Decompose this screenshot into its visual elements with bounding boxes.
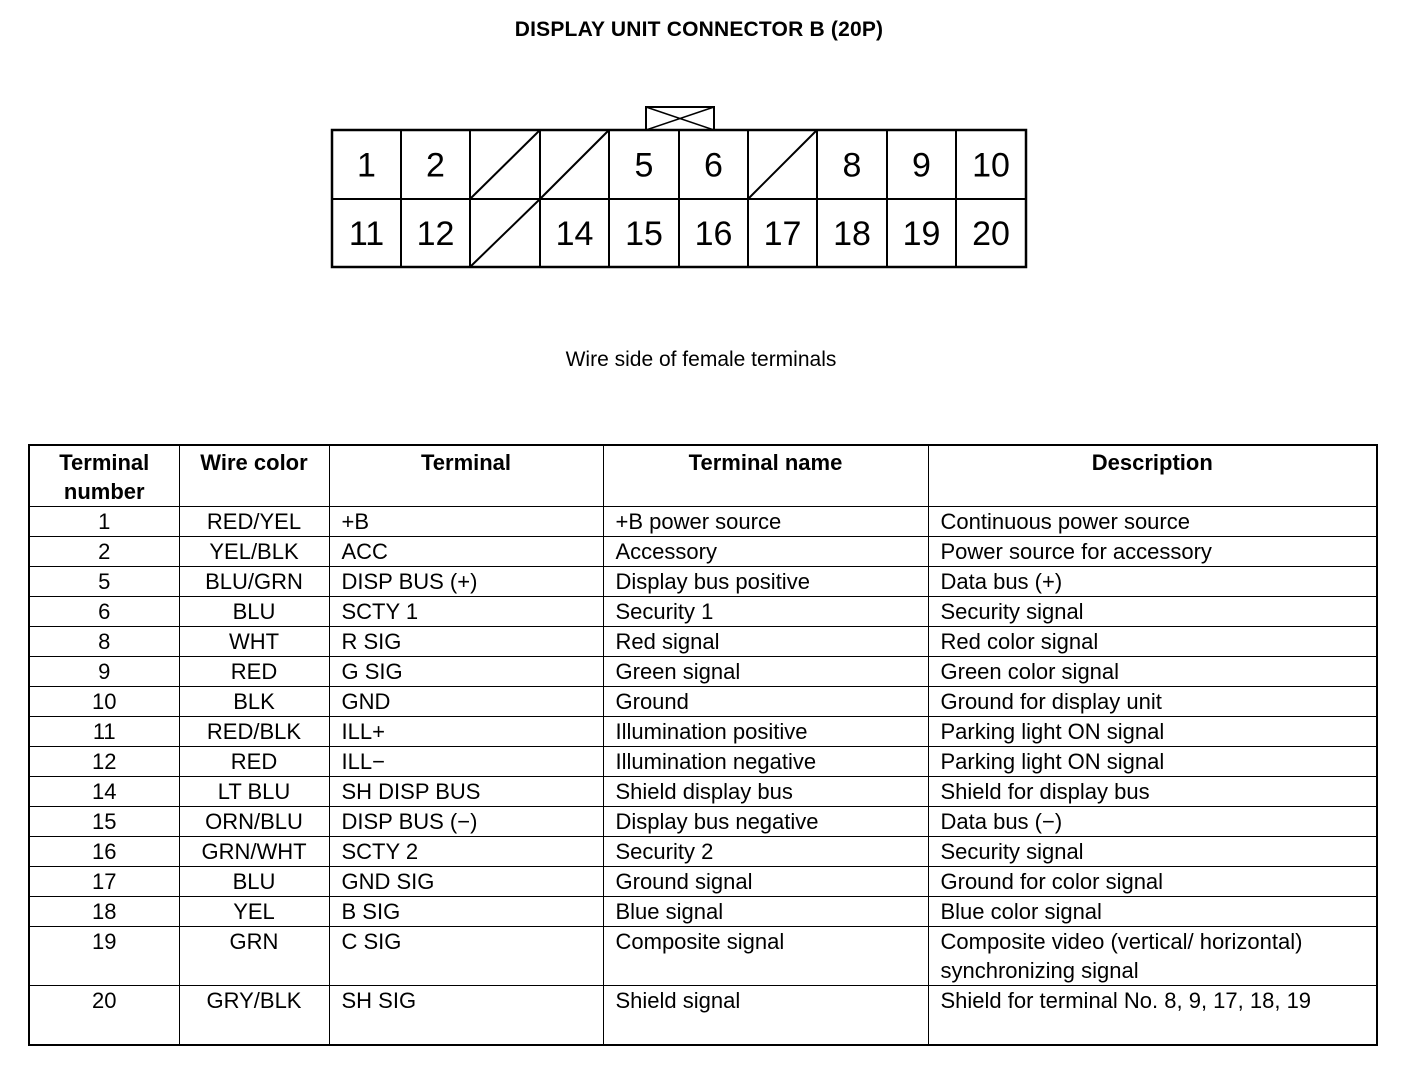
terminal-number-cell: 8	[29, 627, 179, 657]
terminal-code-cell: B SIG	[329, 897, 603, 927]
terminal-15-label: 15	[625, 215, 663, 253]
connector-face	[0, 0, 1408, 300]
header-terminal-name: Terminal name	[603, 445, 928, 507]
table-row	[29, 537, 1377, 567]
terminal-10-label: 10	[972, 146, 1010, 185]
terminal-name-cell: Accessory	[603, 537, 928, 567]
description-cell: Shield for display bus	[928, 777, 1377, 807]
terminal-number-cell: 18	[29, 897, 179, 927]
terminal-6-label: 6	[704, 146, 723, 185]
table-header-row	[29, 445, 1377, 507]
terminal-number-cell: 6	[29, 597, 179, 627]
description-cell: Data bus (+)	[928, 567, 1377, 597]
terminal-name-cell: Ground	[603, 687, 928, 717]
wire-color-cell: BLU	[179, 867, 329, 897]
wire-color-cell: RED	[179, 747, 329, 777]
wire-color-cell: YEL/BLK	[179, 537, 329, 567]
table-row	[29, 897, 1377, 927]
table-row	[29, 687, 1377, 717]
description-cell: Power source for accessory	[928, 537, 1377, 567]
terminal-name-cell: +B power source	[603, 507, 928, 537]
terminal-number-cell: 19	[29, 927, 179, 986]
description-cell: Security signal	[928, 837, 1377, 867]
table-row	[29, 717, 1377, 747]
connector-lock-tab	[646, 107, 714, 130]
header-terminal: Terminal	[329, 445, 603, 507]
description-cell: Data bus (−)	[928, 807, 1377, 837]
terminal-code-cell: DISP BUS (+)	[329, 567, 603, 597]
terminal-9-label: 9	[912, 146, 931, 185]
terminal-code-cell: ILL+	[329, 717, 603, 747]
terminal-name-cell: Security 1	[603, 597, 928, 627]
terminal-code-cell: C SIG	[329, 927, 603, 986]
terminal-code-cell: GND SIG	[329, 867, 603, 897]
terminal-11-label: 11	[348, 215, 385, 253]
terminal-name-cell: Illumination positive	[603, 717, 928, 747]
description-cell: Parking light ON signal	[928, 747, 1377, 777]
terminal-number-cell: 2	[29, 537, 179, 567]
terminal-code-cell: SCTY 1	[329, 597, 603, 627]
description-cell: Parking light ON signal	[928, 717, 1377, 747]
terminal-name-cell: Blue signal	[603, 897, 928, 927]
table-row	[29, 986, 1377, 1046]
terminal-12-label: 12	[416, 215, 455, 253]
terminal-name-cell: Security 2	[603, 837, 928, 867]
terminal-code-cell: SH DISP BUS	[329, 777, 603, 807]
terminal-name-cell: Composite signal	[603, 927, 928, 986]
description-cell: Security signal	[928, 597, 1377, 627]
table-row	[29, 507, 1377, 537]
terminal-code-cell: DISP BUS (−)	[329, 807, 603, 837]
description-cell: Ground for display unit	[928, 687, 1377, 717]
terminal-code-cell: R SIG	[329, 627, 603, 657]
wire-color-cell: GRN	[179, 927, 329, 986]
table-row	[29, 567, 1377, 597]
description-cell: Green color signal	[928, 657, 1377, 687]
wire-color-cell: RED/BLK	[179, 717, 329, 747]
table-row	[29, 747, 1377, 777]
wire-color-cell: BLU/GRN	[179, 567, 329, 597]
description-cell: Continuous power source	[928, 507, 1377, 537]
terminal-code-cell: GND	[329, 687, 603, 717]
wire-color-cell: RED	[179, 657, 329, 687]
terminal-8-label: 8	[842, 146, 862, 185]
terminal-code-cell: +B	[329, 507, 603, 537]
terminal-20-label: 20	[972, 215, 1010, 253]
terminal-code-cell: SCTY 2	[329, 837, 603, 867]
terminal-name-cell: Illumination negative	[603, 747, 928, 777]
table-row	[29, 777, 1377, 807]
terminal-name-cell: Red signal	[603, 627, 928, 657]
table-row	[29, 837, 1377, 867]
terminal-number-cell: 5	[29, 567, 179, 597]
terminal-19-label: 19	[902, 215, 941, 253]
terminal-name-cell: Display bus positive	[603, 567, 928, 597]
table-row	[29, 807, 1377, 837]
wire-color-cell: ORN/BLU	[179, 807, 329, 837]
terminal-code-cell: ILL−	[329, 747, 603, 777]
terminal-16-label: 16	[694, 215, 733, 253]
wire-color-cell: GRY/BLK	[179, 986, 329, 1046]
description-cell: Blue color signal	[928, 897, 1377, 927]
description-cell: Ground for color signal	[928, 867, 1377, 897]
table-row	[29, 597, 1377, 627]
terminal-18-label: 18	[833, 215, 871, 253]
terminal-5-label: 5	[634, 146, 654, 185]
terminal-number-cell: 20	[29, 986, 179, 1046]
description-cell: Shield for terminal No. 8, 9, 17, 18, 19	[928, 986, 1377, 1046]
terminal-17-label: 17	[763, 215, 802, 253]
terminal-name-cell: Ground signal	[603, 867, 928, 897]
wire-color-cell: WHT	[179, 627, 329, 657]
view-caption: Wire side of female terminals	[565, 348, 837, 371]
terminal-number-cell: 17	[29, 867, 179, 897]
header-wire-color: Wire color	[179, 445, 329, 507]
terminal-code-cell: SH SIG	[329, 986, 603, 1046]
table-row	[29, 627, 1377, 657]
description-cell: Red color signal	[928, 627, 1377, 657]
terminal-14-label: 14	[555, 215, 594, 253]
wire-color-cell: RED/YEL	[179, 507, 329, 537]
terminal-number-cell: 15	[29, 807, 179, 837]
terminal-number-cell: 1	[29, 507, 179, 537]
table-row	[29, 927, 1377, 986]
diagram-title: DISPLAY UNIT CONNECTOR B (20P)	[514, 18, 884, 41]
table-row	[29, 657, 1377, 687]
table-row	[29, 867, 1377, 897]
terminal-name-cell: Green signal	[603, 657, 928, 687]
terminal-name-cell: Shield display bus	[603, 777, 928, 807]
terminal-number-cell: 11	[29, 717, 179, 747]
terminal-name-cell: Shield signal	[603, 986, 928, 1046]
terminal-number-cell: 14	[29, 777, 179, 807]
wire-color-cell: BLU	[179, 597, 329, 627]
terminal-code-cell: G SIG	[329, 657, 603, 687]
terminal-number-cell: 12	[29, 747, 179, 777]
terminal-2-label: 2	[426, 146, 445, 185]
terminal-number-cell: 16	[29, 837, 179, 867]
header-terminal-number: Terminal number	[29, 445, 179, 507]
terminal-number-cell: 9	[29, 657, 179, 687]
terminal-number-cell: 10	[29, 687, 179, 717]
terminal-table	[28, 444, 1378, 1046]
terminal-name-cell: Display bus negative	[603, 807, 928, 837]
wire-color-cell: LT BLU	[179, 777, 329, 807]
wire-color-cell: GRN/WHT	[179, 837, 329, 867]
header-description: Description	[928, 445, 1377, 507]
description-cell: Composite video (vertical/ horizontal) synchronizing signal	[928, 927, 1377, 986]
wire-color-cell: YEL	[179, 897, 329, 927]
wire-color-cell: BLK	[179, 687, 329, 717]
terminal-1-label: 1	[357, 146, 376, 185]
terminal-code-cell: ACC	[329, 537, 603, 567]
